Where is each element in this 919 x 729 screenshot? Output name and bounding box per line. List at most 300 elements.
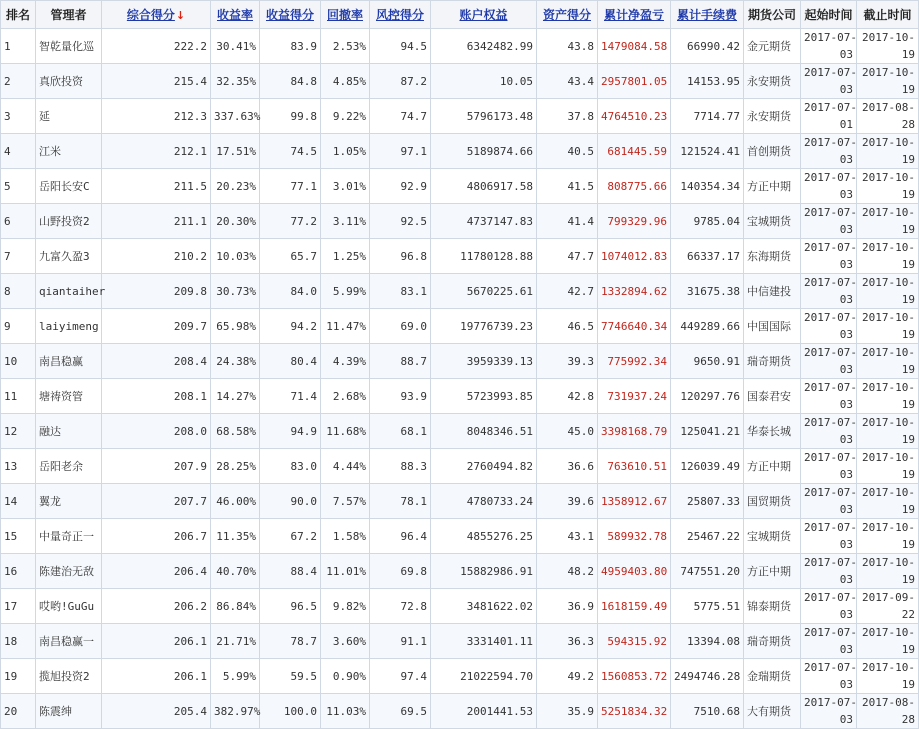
start-date-cell: [801, 344, 857, 379]
rank-cell: 11: [1, 379, 36, 414]
cum-pnl-cell: 1479084.58: [598, 29, 671, 64]
table-row: [1, 449, 919, 484]
return-score-cell: 77.2: [260, 204, 321, 239]
start-date-cell: [801, 414, 857, 449]
score-cell: 207.7: [102, 484, 211, 519]
return-score-cell: 78.7: [260, 624, 321, 659]
manager-cell[interactable]: qiantaiher: [36, 274, 102, 309]
header-return-rate[interactable]: 收益率: [211, 1, 260, 29]
end-date-part: 2017-10-: [862, 626, 915, 639]
rank-cell: 4: [1, 134, 36, 169]
drawdown-cell: 11.47%: [321, 309, 370, 344]
end-date-part: 2017-08-: [862, 696, 915, 709]
cum-pnl-cell: 1358912.67: [598, 484, 671, 519]
score-cell: 222.2: [102, 29, 211, 64]
end-date-cell: [857, 239, 919, 274]
end-date-part: 2017-10-: [862, 416, 915, 429]
end-date-day: 19: [901, 363, 915, 376]
end-date-day: 19: [901, 223, 915, 236]
cum-pnl-cell: 5251834.32: [598, 694, 671, 729]
end-date-part: 2017-08-: [862, 101, 915, 114]
start-date-day: 03: [839, 538, 853, 551]
cum-fee-cell: 120297.76: [671, 379, 744, 414]
drawdown-cell: 1.05%: [321, 134, 370, 169]
end-date-cell: [857, 449, 919, 484]
equity-cell: 5796173.48: [431, 99, 537, 134]
drawdown-cell: 9.82%: [321, 589, 370, 624]
asset-score-cell: 36.9: [537, 589, 598, 624]
score-cell: 208.4: [102, 344, 211, 379]
cum-fee-cell: 66337.17: [671, 239, 744, 274]
risk-score-cell: 94.5: [370, 29, 431, 64]
end-date-part: 2017-10-: [862, 171, 915, 184]
end-date-cell: [857, 274, 919, 309]
drawdown-cell: 11.68%: [321, 414, 370, 449]
end-date-cell: [857, 519, 919, 554]
rank-cell: 5: [1, 169, 36, 204]
start-date-day: 03: [839, 643, 853, 656]
header-cum-fee[interactable]: 累计手续费: [671, 1, 744, 29]
end-date-part: 2017-09-: [862, 591, 915, 604]
return-score-cell: 84.0: [260, 274, 321, 309]
asset-score-cell: 45.0: [537, 414, 598, 449]
manager-cell[interactable]: 塘祷资管: [36, 379, 102, 414]
risk-score-cell: 96.8: [370, 239, 431, 274]
return-score-cell: 77.1: [260, 169, 321, 204]
broker-cell: 中国国际: [744, 309, 801, 344]
manager-cell[interactable]: 融达: [36, 414, 102, 449]
end-date-cell: [857, 29, 919, 64]
end-date-part: 2017-10-: [862, 661, 915, 674]
equity-cell: 2760494.82: [431, 449, 537, 484]
cum-fee-cell: 31675.38: [671, 274, 744, 309]
broker-cell: 方正中期: [744, 554, 801, 589]
cum-fee-cell: 13394.08: [671, 624, 744, 659]
equity-cell: 10.05: [431, 64, 537, 99]
risk-score-cell: 74.7: [370, 99, 431, 134]
cum-fee-cell: 7714.77: [671, 99, 744, 134]
score-cell: 209.7: [102, 309, 211, 344]
drawdown-cell: 1.58%: [321, 519, 370, 554]
manager-cell[interactable]: 哎哟!GuGu: [36, 589, 102, 624]
cum-fee-cell: 125041.21: [671, 414, 744, 449]
return-score-cell: 94.9: [260, 414, 321, 449]
start-date-day: 03: [839, 503, 853, 516]
end-date-cell: [857, 624, 919, 659]
return-rate-cell: 10.03%: [211, 239, 260, 274]
equity-cell: 6342482.99: [431, 29, 537, 64]
score-cell: 206.7: [102, 519, 211, 554]
manager-cell[interactable]: 真欣投资: [36, 64, 102, 99]
manager-cell[interactable]: 揽旭投资2: [36, 659, 102, 694]
start-date-cell: [801, 449, 857, 484]
rank-cell: 7: [1, 239, 36, 274]
return-score-cell: 90.0: [260, 484, 321, 519]
cum-fee-cell: 2494746.28: [671, 659, 744, 694]
cum-pnl-cell: 594315.92: [598, 624, 671, 659]
rank-cell: 13: [1, 449, 36, 484]
asset-score-cell: 39.6: [537, 484, 598, 519]
start-date-cell: [801, 134, 857, 169]
return-score-cell: 67.2: [260, 519, 321, 554]
start-date-day: 03: [839, 293, 853, 306]
start-date-part: 2017-07-: [804, 206, 857, 219]
broker-cell: 宝城期货: [744, 519, 801, 554]
start-date-part: 2017-07-: [804, 241, 857, 254]
return-score-cell: 71.4: [260, 379, 321, 414]
return-score-cell: 83.0: [260, 449, 321, 484]
start-date-day: 03: [839, 328, 853, 341]
table-row: [1, 29, 919, 64]
start-date-cell: [801, 659, 857, 694]
return-rate-cell: 68.58%: [211, 414, 260, 449]
return-score-cell: 96.5: [260, 589, 321, 624]
return-score-cell: 83.9: [260, 29, 321, 64]
end-date-cell: [857, 379, 919, 414]
return-rate-cell: 21.71%: [211, 624, 260, 659]
cum-pnl-cell: 2957801.05: [598, 64, 671, 99]
return-score-cell: 99.8: [260, 99, 321, 134]
score-cell: 206.1: [102, 624, 211, 659]
manager-cell[interactable]: 南昌稳赢: [36, 344, 102, 379]
header-end: 截止时间: [857, 1, 919, 29]
table-row: [1, 484, 919, 519]
start-date-cell: [801, 589, 857, 624]
start-date-part: 2017-07-: [804, 521, 857, 534]
start-date-day: 03: [839, 258, 853, 271]
end-date-cell: [857, 134, 919, 169]
equity-cell: 4855276.25: [431, 519, 537, 554]
table-row: [1, 239, 919, 274]
return-rate-cell: 32.35%: [211, 64, 260, 99]
asset-score-cell: 42.8: [537, 379, 598, 414]
asset-score-cell: 36.3: [537, 624, 598, 659]
equity-cell: 5723993.85: [431, 379, 537, 414]
asset-score-cell: 49.2: [537, 659, 598, 694]
broker-cell: 首创期货: [744, 134, 801, 169]
manager-cell[interactable]: 智乾量化巡: [36, 29, 102, 64]
start-date-day: 03: [839, 468, 853, 481]
start-date-part: 2017-07-: [804, 556, 857, 569]
table-row: [1, 64, 919, 99]
score-cell: 215.4: [102, 64, 211, 99]
manager-cell[interactable]: laiyimeng: [36, 309, 102, 344]
header-asset-score[interactable]: 资产得分: [537, 1, 598, 29]
end-date-cell: [857, 169, 919, 204]
cum-pnl-cell: 1560853.72: [598, 659, 671, 694]
end-date-part: 2017-10-: [862, 521, 915, 534]
end-date-cell: [857, 99, 919, 134]
start-date-cell: [801, 204, 857, 239]
return-score-cell: 88.4: [260, 554, 321, 589]
header-rank: 排名: [1, 1, 36, 29]
equity-cell: 8048346.51: [431, 414, 537, 449]
end-date-part: 2017-10-: [862, 486, 915, 499]
start-date-cell: [801, 169, 857, 204]
score-cell: 209.8: [102, 274, 211, 309]
drawdown-cell: 4.39%: [321, 344, 370, 379]
score-cell: 205.4: [102, 694, 211, 729]
end-date-day: 19: [901, 468, 915, 481]
drawdown-cell: 4.85%: [321, 64, 370, 99]
start-date-day: 03: [839, 223, 853, 236]
risk-score-cell: 97.1: [370, 134, 431, 169]
start-date-part: 2017-07-: [804, 31, 857, 44]
equity-cell: 3481622.02: [431, 589, 537, 624]
rank-cell: 10: [1, 344, 36, 379]
drawdown-cell: 7.57%: [321, 484, 370, 519]
return-rate-cell: 17.51%: [211, 134, 260, 169]
cum-fee-cell: 449289.66: [671, 309, 744, 344]
return-score-cell: 80.4: [260, 344, 321, 379]
table-row: [1, 659, 919, 694]
start-date-part: 2017-07-: [804, 451, 857, 464]
drawdown-cell: 11.03%: [321, 694, 370, 729]
header-equity[interactable]: 账户权益: [431, 1, 537, 29]
score-cell: 208.0: [102, 414, 211, 449]
start-date-cell: [801, 239, 857, 274]
risk-score-cell: 92.5: [370, 204, 431, 239]
header-return-score[interactable]: 收益得分: [260, 1, 321, 29]
start-date-part: 2017-07-: [804, 66, 857, 79]
rank-cell: 8: [1, 274, 36, 309]
start-date-part: 2017-07-: [804, 416, 857, 429]
end-date-part: 2017-10-: [862, 451, 915, 464]
end-date-day: 19: [901, 188, 915, 201]
table-row: [1, 554, 919, 589]
asset-score-cell: 43.8: [537, 29, 598, 64]
start-date-day: 03: [839, 573, 853, 586]
table-row: [1, 169, 919, 204]
broker-cell: 东海期货: [744, 239, 801, 274]
broker-cell: 永安期货: [744, 64, 801, 99]
return-rate-cell: 65.98%: [211, 309, 260, 344]
score-cell: 211.1: [102, 204, 211, 239]
end-date-day: 19: [901, 328, 915, 341]
manager-cell[interactable]: 陈建治无敌: [36, 554, 102, 589]
score-cell: 210.2: [102, 239, 211, 274]
rank-cell: 17: [1, 589, 36, 624]
drawdown-cell: 0.90%: [321, 659, 370, 694]
manager-cell[interactable]: 延: [36, 99, 102, 134]
end-date-part: 2017-10-: [862, 241, 915, 254]
table-row: [1, 624, 919, 659]
return-rate-cell: 30.41%: [211, 29, 260, 64]
rank-cell: 3: [1, 99, 36, 134]
end-date-day: 19: [901, 433, 915, 446]
broker-cell: 金瑞期货: [744, 659, 801, 694]
asset-score-cell: 41.5: [537, 169, 598, 204]
score-cell: 212.3: [102, 99, 211, 134]
return-score-cell: 65.7: [260, 239, 321, 274]
start-date-part: 2017-07-: [804, 136, 857, 149]
table-row: [1, 204, 919, 239]
start-date-part: 2017-07-: [804, 661, 857, 674]
drawdown-cell: 1.25%: [321, 239, 370, 274]
end-date-day: 19: [901, 503, 915, 516]
cum-pnl-cell: 1074012.83: [598, 239, 671, 274]
cum-pnl-cell: 1618159.49: [598, 589, 671, 624]
rank-cell: 16: [1, 554, 36, 589]
equity-cell: 4806917.58: [431, 169, 537, 204]
score-cell: 211.5: [102, 169, 211, 204]
end-date-day: 19: [901, 643, 915, 656]
manager-cell[interactable]: 山野投资2: [36, 204, 102, 239]
score-cell: 212.1: [102, 134, 211, 169]
manager-cell[interactable]: 中量奇正一: [36, 519, 102, 554]
rank-cell: 6: [1, 204, 36, 239]
rank-cell: 18: [1, 624, 36, 659]
end-date-day: 28: [901, 713, 915, 726]
header-score[interactable]: [102, 1, 211, 29]
header-risk-score[interactable]: 风控得分: [370, 1, 431, 29]
return-rate-cell: 20.30%: [211, 204, 260, 239]
manager-cell[interactable]: 江米: [36, 134, 102, 169]
header-drawdown[interactable]: 回撤率: [321, 1, 370, 29]
risk-score-cell: 69.0: [370, 309, 431, 344]
broker-cell: 华泰长城: [744, 414, 801, 449]
broker-cell: 永安期货: [744, 99, 801, 134]
asset-score-cell: 42.7: [537, 274, 598, 309]
cum-fee-cell: 25807.33: [671, 484, 744, 519]
start-date-day: 03: [839, 608, 853, 621]
start-date-day: 01: [839, 118, 853, 131]
risk-score-cell: 92.9: [370, 169, 431, 204]
broker-cell: 锦泰期货: [744, 589, 801, 624]
score-cell: 206.1: [102, 659, 211, 694]
start-date-cell: [801, 694, 857, 729]
return-rate-cell: 86.84%: [211, 589, 260, 624]
broker-cell: 宝城期货: [744, 204, 801, 239]
start-date-day: 03: [839, 188, 853, 201]
risk-score-cell: 78.1: [370, 484, 431, 519]
rank-cell: 14: [1, 484, 36, 519]
cum-pnl-cell: 589932.78: [598, 519, 671, 554]
manager-cell[interactable]: 南昌稳赢一: [36, 624, 102, 659]
broker-cell: 大有期货: [744, 694, 801, 729]
return-score-cell: 94.2: [260, 309, 321, 344]
end-date-day: 19: [901, 153, 915, 166]
asset-score-cell: 47.7: [537, 239, 598, 274]
cum-fee-cell: 121524.41: [671, 134, 744, 169]
risk-score-cell: 83.1: [370, 274, 431, 309]
cum-pnl-cell: 763610.51: [598, 449, 671, 484]
risk-score-cell: 91.1: [370, 624, 431, 659]
equity-cell: 5189874.66: [431, 134, 537, 169]
end-date-cell: [857, 309, 919, 344]
end-date-part: 2017-10-: [862, 346, 915, 359]
return-rate-cell: 46.00%: [211, 484, 260, 519]
asset-score-cell: 40.5: [537, 134, 598, 169]
return-rate-cell: 14.27%: [211, 379, 260, 414]
equity-cell: 11780128.88: [431, 239, 537, 274]
cum-fee-cell: 140354.34: [671, 169, 744, 204]
end-date-cell: [857, 554, 919, 589]
drawdown-cell: 4.44%: [321, 449, 370, 484]
manager-cell[interactable]: 陈震绅: [36, 694, 102, 729]
down-arrow-icon: ↓: [175, 9, 186, 22]
manager-cell[interactable]: 翼龙: [36, 484, 102, 519]
return-rate-cell: 11.35%: [211, 519, 260, 554]
rank-cell: 20: [1, 694, 36, 729]
drawdown-cell: 9.22%: [321, 99, 370, 134]
header-score-label[interactable]: 综合得分: [126, 8, 175, 22]
broker-cell: 方正中期: [744, 169, 801, 204]
cum-fee-cell: 747551.20: [671, 554, 744, 589]
start-date-part: 2017-07-: [804, 311, 857, 324]
start-date-day: 03: [839, 678, 853, 691]
table-row: [1, 519, 919, 554]
rank-cell: 9: [1, 309, 36, 344]
equity-cell: 4737147.83: [431, 204, 537, 239]
manager-cell[interactable]: 岳阳老余: [36, 449, 102, 484]
rank-cell: 1: [1, 29, 36, 64]
broker-cell: 国贸期货: [744, 484, 801, 519]
start-date-cell: [801, 274, 857, 309]
cum-pnl-cell: 731937.24: [598, 379, 671, 414]
end-date-day: 19: [901, 48, 915, 61]
end-date-part: 2017-10-: [862, 136, 915, 149]
start-date-cell: [801, 484, 857, 519]
asset-score-cell: 46.5: [537, 309, 598, 344]
end-date-cell: [857, 694, 919, 729]
start-date-day: 03: [839, 153, 853, 166]
end-date-part: 2017-10-: [862, 556, 915, 569]
cum-fee-cell: 9650.91: [671, 344, 744, 379]
table-header: [1, 1, 919, 29]
start-date-part: 2017-07-: [804, 346, 857, 359]
end-date-part: 2017-10-: [862, 31, 915, 44]
start-date-day: 03: [839, 398, 853, 411]
score-cell: 206.4: [102, 554, 211, 589]
table-row: [1, 134, 919, 169]
risk-score-cell: 68.1: [370, 414, 431, 449]
cum-fee-cell: 126039.49: [671, 449, 744, 484]
end-date-day: 19: [901, 398, 915, 411]
manager-cell[interactable]: 岳阳长安C: [36, 169, 102, 204]
start-date-cell: [801, 64, 857, 99]
rank-cell: 2: [1, 64, 36, 99]
end-date-cell: [857, 589, 919, 624]
return-rate-cell: 24.38%: [211, 344, 260, 379]
equity-cell: 3331401.11: [431, 624, 537, 659]
asset-score-cell: 36.6: [537, 449, 598, 484]
cum-pnl-cell: 7746640.34: [598, 309, 671, 344]
cum-pnl-cell: 808775.66: [598, 169, 671, 204]
equity-cell: 2001441.53: [431, 694, 537, 729]
broker-cell: 国泰君安: [744, 379, 801, 414]
header-cum-pnl[interactable]: 累计净盈亏: [598, 1, 671, 29]
table-row: [1, 309, 919, 344]
start-date-part: 2017-07-: [804, 626, 857, 639]
end-date-part: 2017-10-: [862, 311, 915, 324]
cum-pnl-cell: 4764510.23: [598, 99, 671, 134]
cum-fee-cell: 25467.22: [671, 519, 744, 554]
end-date-cell: [857, 484, 919, 519]
end-date-day: 28: [901, 118, 915, 131]
asset-score-cell: 43.4: [537, 64, 598, 99]
start-date-cell: [801, 554, 857, 589]
asset-score-cell: 43.1: [537, 519, 598, 554]
manager-cell[interactable]: 九富久盈3: [36, 239, 102, 274]
end-date-day: 19: [901, 538, 915, 551]
drawdown-cell: 3.60%: [321, 624, 370, 659]
table-row: [1, 694, 919, 729]
cum-pnl-cell: 799329.96: [598, 204, 671, 239]
start-date-day: 03: [839, 713, 853, 726]
risk-score-cell: 96.4: [370, 519, 431, 554]
start-date-part: 2017-07-: [804, 591, 857, 604]
